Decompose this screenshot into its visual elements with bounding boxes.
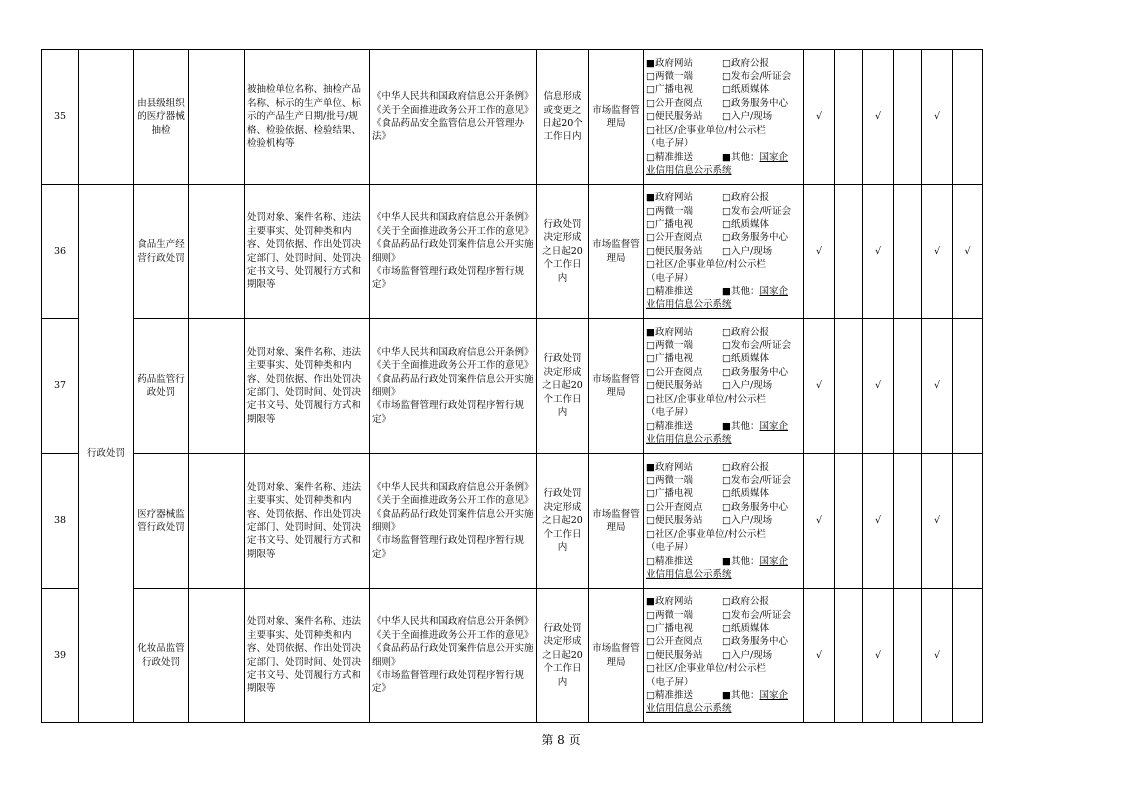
check-mark — [835, 454, 863, 589]
check-mark: √ — [863, 454, 894, 589]
check-mark — [953, 319, 983, 454]
channel-option: （电子屏） — [646, 676, 694, 688]
disclosure-table — [41, 49, 983, 723]
channel-line — [646, 689, 801, 702]
channel-option: □纸质媒体 — [722, 353, 769, 365]
channel-option: □入户/现场 — [722, 245, 773, 257]
channel-option: □纸质媒体 — [722, 622, 769, 634]
channel-option: □政府公报 — [722, 57, 769, 69]
channel-option: □社区/企事业单位/村公示栏 — [646, 259, 766, 271]
channel-option: ■政府网站 — [646, 326, 693, 338]
disclosure-content: 被抽检单位名称、抽检产品名称、标示的生产单位、标示的产品生产日期/批号/规格、检验依据、检验结果、检验机构等 — [245, 50, 370, 185]
check-mark — [835, 589, 863, 723]
channel-line — [646, 57, 801, 70]
table-row — [42, 454, 983, 589]
check-mark — [894, 185, 922, 319]
row-number: 39 — [42, 589, 79, 723]
channel-option: （电子屏） — [646, 407, 694, 419]
row-number: 36 — [42, 185, 79, 319]
channel-option: □社区/企事业单位/村公示栏 — [646, 528, 766, 540]
check-mark: √ — [922, 185, 953, 319]
check-mark: √ — [804, 454, 835, 589]
department: 市场监督管理局 — [589, 319, 644, 454]
row-number: 37 — [42, 319, 79, 454]
check-mark: √ — [953, 185, 983, 319]
empty-cell — [189, 185, 245, 319]
item-name: 食品生产经营行政处罚 — [134, 185, 189, 319]
channel-line — [646, 379, 801, 392]
channel-line — [646, 97, 801, 110]
check-mark — [953, 454, 983, 589]
channel-line — [646, 70, 801, 83]
channel-option: □发布会/听证会 — [722, 71, 792, 83]
category-blank — [79, 50, 134, 185]
channel-line — [646, 635, 801, 648]
check-mark — [953, 50, 983, 185]
channel-option: □精准推送 — [646, 151, 693, 163]
channel-option: □发布会/听证会 — [722, 609, 792, 621]
channel-line — [646, 326, 801, 339]
channel-line — [646, 487, 801, 500]
channel-option: □广播电视 — [646, 622, 693, 634]
credit-system-link[interactable]: 国家企 — [759, 286, 788, 298]
department: 市场监督管理局 — [589, 589, 644, 723]
channel-list — [644, 319, 804, 454]
credit-system-link[interactable]: 业信用信息公示系统 — [646, 568, 732, 580]
channel-option: ■其他： — [722, 690, 760, 702]
channel-line — [646, 352, 801, 365]
check-mark — [894, 50, 922, 185]
item-name: 药品监管行政处罚 — [134, 319, 189, 454]
channel-option: □公开查阅点 — [646, 636, 703, 648]
channel-line — [646, 461, 801, 474]
channel-option: □精准推送 — [646, 690, 693, 702]
department: 市场监督管理局 — [589, 50, 644, 185]
channel-option: □入户/现场 — [722, 111, 773, 123]
empty-cell — [189, 454, 245, 589]
department: 市场监督管理局 — [589, 454, 644, 589]
check-mark: √ — [922, 454, 953, 589]
check-mark — [894, 454, 922, 589]
check-mark: √ — [804, 50, 835, 185]
channel-line — [646, 514, 801, 527]
channel-option: □两微一端 — [646, 340, 693, 352]
channel-option: □入户/现场 — [722, 649, 773, 661]
channel-option: □政府公报 — [722, 596, 769, 608]
channel-option: □入户/现场 — [722, 380, 773, 392]
disclosure-time: 行政处罚决定形成之日起20个工作日内 — [537, 319, 589, 454]
disclosure-time: 行政处罚决定形成之日起20个工作日内 — [537, 185, 589, 319]
empty-cell — [189, 589, 245, 723]
channel-option: □两微一端 — [646, 71, 693, 83]
credit-system-link[interactable]: 国家企 — [759, 420, 788, 432]
channel-line — [646, 420, 801, 433]
channel-line — [646, 366, 801, 379]
channel-option: ■政府网站 — [646, 461, 693, 473]
channel-line — [646, 609, 801, 622]
channel-option: □发布会/听证会 — [722, 475, 792, 487]
channel-line — [646, 151, 801, 164]
channel-line — [646, 245, 801, 258]
channel-list — [644, 454, 804, 589]
disclosure-content: 处罚对象、案件名称、违法主要事实、处罚种类和内容、处罚依据、作出处罚决定部门、处罚时间、处罚决定书文号、处罚履行方式和期限等 — [245, 319, 370, 454]
channel-line — [646, 595, 801, 608]
empty-cell — [189, 50, 245, 185]
credit-system-link[interactable]: 业信用信息公示系统 — [646, 164, 732, 176]
check-mark — [835, 50, 863, 185]
channel-option: （电子屏） — [646, 138, 694, 150]
check-mark: √ — [863, 319, 894, 454]
item-name: 由县级组织的医疗器械抽检 — [134, 50, 189, 185]
channel-option: □便民服务站 — [646, 649, 703, 661]
check-mark — [835, 185, 863, 319]
channel-line — [646, 231, 801, 244]
empty-cell — [189, 319, 245, 454]
channel-option: □精准推送 — [646, 420, 693, 432]
channel-line — [646, 191, 801, 204]
channel-option: □广播电视 — [646, 218, 693, 230]
page-number: 第 8 页 — [541, 733, 581, 747]
channel-option: □发布会/听证会 — [722, 340, 792, 352]
check-mark: √ — [863, 50, 894, 185]
channel-option: □纸质媒体 — [722, 488, 769, 500]
channel-option: □政府公报 — [722, 461, 769, 473]
channel-list — [644, 589, 804, 723]
disclosure-content: 处罚对象、案件名称、违法主要事实、处罚种类和内容、处罚依据、作出处罚决定部门、处罚时间、处罚决定书文号、处罚履行方式和期限等 — [245, 589, 370, 723]
channel-option: □政务服务中心 — [722, 232, 788, 244]
channel-line — [646, 555, 801, 568]
channel-option: □政府公报 — [722, 326, 769, 338]
channel-option: □政务服务中心 — [722, 501, 788, 513]
channel-option: ■其他： — [722, 286, 760, 298]
channel-line — [646, 622, 801, 635]
legal-basis: 《中华人民共和国政府信息公开条例》 《关于全面推进政务公开工作的意见》 《食品药品行政处罚案件信息公开实施细则》 《市场监督管理行政处罚程序暂行规定》 — [370, 589, 537, 723]
check-mark — [894, 589, 922, 723]
check-mark: √ — [863, 185, 894, 319]
item-name: 化妆品监管行政处罚 — [134, 589, 189, 723]
channel-line — [646, 649, 801, 662]
disclosure-content: 处罚对象、案件名称、违法主要事实、处罚种类和内容、处罚依据、作出处罚决定部门、处罚时间、处罚决定书文号、处罚履行方式和期限等 — [245, 185, 370, 319]
check-mark — [835, 319, 863, 454]
channel-option: □公开查阅点 — [646, 232, 703, 244]
channel-option: （电子屏） — [646, 272, 694, 284]
channel-option: ■其他： — [722, 420, 760, 432]
row-number: 35 — [42, 50, 79, 185]
channel-option: ■其他： — [722, 151, 760, 163]
channel-option: □两微一端 — [646, 475, 693, 487]
check-mark — [894, 319, 922, 454]
check-mark: √ — [922, 319, 953, 454]
table-row — [42, 185, 983, 319]
credit-system-link[interactable]: 国家企 — [759, 690, 788, 702]
channel-option: □便民服务站 — [646, 111, 703, 123]
channel-option: □广播电视 — [646, 353, 693, 365]
legal-basis: 《中华人民共和国政府信息公开条例》 《关于全面推进政务公开工作的意见》 《食品药品行政处罚案件信息公开实施细则》 《市场监督管理行政处罚程序暂行规定》 — [370, 319, 537, 454]
category-cell: 行政处罚 — [79, 185, 134, 723]
disclosure-time: 行政处罚决定形成之日起20个工作日内 — [537, 589, 589, 723]
legal-basis: 《中华人民共和国政府信息公开条例》 《关于全面推进政务公开工作的意见》 《食品药品行政处罚案件信息公开实施细则》 《市场监督管理行政处罚程序暂行规定》 — [370, 454, 537, 589]
check-mark: √ — [922, 589, 953, 723]
channel-option: ■其他： — [722, 555, 760, 567]
channel-list — [644, 50, 804, 185]
disclosure-content: 处罚对象、案件名称、违法主要事实、处罚种类和内容、处罚依据、作出处罚决定部门、处罚时间、处罚决定书文号、处罚履行方式和期限等 — [245, 454, 370, 589]
channel-option: □发布会/听证会 — [722, 205, 792, 217]
table-row — [42, 50, 983, 185]
disclosure-time: 行政处罚决定形成之日起20个工作日内 — [537, 454, 589, 589]
legal-basis: 《中华人民共和国政府信息公开条例》 《关于全面推进政务公开工作的意见》 《食品药品行政处罚案件信息公开实施细则》 《市场监督管理行政处罚程序暂行规定》 — [370, 185, 537, 319]
department: 市场监督管理局 — [589, 185, 644, 319]
channel-option: □便民服务站 — [646, 245, 703, 257]
channel-option: （电子屏） — [646, 542, 694, 554]
channel-option: □社区/企事业单位/村公示栏 — [646, 393, 766, 405]
channel-option: □社区/企事业单位/村公示栏 — [646, 124, 766, 136]
channel-line — [646, 83, 801, 96]
credit-system-link[interactable]: 国家企 — [759, 151, 788, 163]
channel-option: □广播电视 — [646, 488, 693, 500]
channel-option: □精准推送 — [646, 555, 693, 567]
credit-system-link[interactable]: 业信用信息公示系统 — [646, 433, 732, 445]
credit-system-link[interactable]: 业信用信息公示系统 — [646, 703, 732, 715]
table-row — [42, 589, 983, 723]
channel-option: □公开查阅点 — [646, 501, 703, 513]
channel-option: □公开查阅点 — [646, 97, 703, 109]
channel-option: □广播电视 — [646, 84, 693, 96]
channel-list — [644, 185, 804, 319]
channel-line — [646, 110, 801, 123]
item-name: 医疗器械监管行政处罚 — [134, 454, 189, 589]
channel-option: □便民服务站 — [646, 515, 703, 527]
channel-option: □政务服务中心 — [722, 97, 788, 109]
disclosure-time: 信息形成或变更之日起20个工作日内 — [537, 50, 589, 185]
channel-option: □社区/企事业单位/村公示栏 — [646, 663, 766, 675]
channel-option: □便民服务站 — [646, 380, 703, 392]
channel-option: □两微一端 — [646, 205, 693, 217]
check-mark: √ — [804, 319, 835, 454]
check-mark: √ — [863, 589, 894, 723]
check-mark: √ — [922, 50, 953, 185]
channel-option: □两微一端 — [646, 609, 693, 621]
channel-line — [646, 285, 801, 298]
legal-basis: 《中华人民共和国政府信息公开条例》 《关于全面推进政务公开工作的意见》 《食品药品安全监管信息公开管理办法》 — [370, 50, 537, 185]
channel-option: □公开查阅点 — [646, 366, 703, 378]
channel-option: □政务服务中心 — [722, 636, 788, 648]
channel-line — [646, 339, 801, 352]
channel-option: ■政府网站 — [646, 192, 693, 204]
channel-option: □政务服务中心 — [722, 366, 788, 378]
channel-option: □精准推送 — [646, 286, 693, 298]
channel-line — [646, 474, 801, 487]
channel-line — [646, 501, 801, 514]
channel-option: ■政府网站 — [646, 596, 693, 608]
table-row — [42, 319, 983, 454]
channel-option: □政府公报 — [722, 192, 769, 204]
check-mark — [953, 589, 983, 723]
channel-option: □纸质媒体 — [722, 218, 769, 230]
channel-line — [646, 205, 801, 218]
channel-option: □入户/现场 — [722, 515, 773, 527]
credit-system-link[interactable]: 业信用信息公示系统 — [646, 299, 732, 311]
channel-option: □纸质媒体 — [722, 84, 769, 96]
channel-line — [646, 218, 801, 231]
check-mark: √ — [804, 589, 835, 723]
channel-option: ■政府网站 — [646, 57, 693, 69]
check-mark: √ — [804, 185, 835, 319]
row-number: 38 — [42, 454, 79, 589]
credit-system-link[interactable]: 国家企 — [759, 555, 788, 567]
